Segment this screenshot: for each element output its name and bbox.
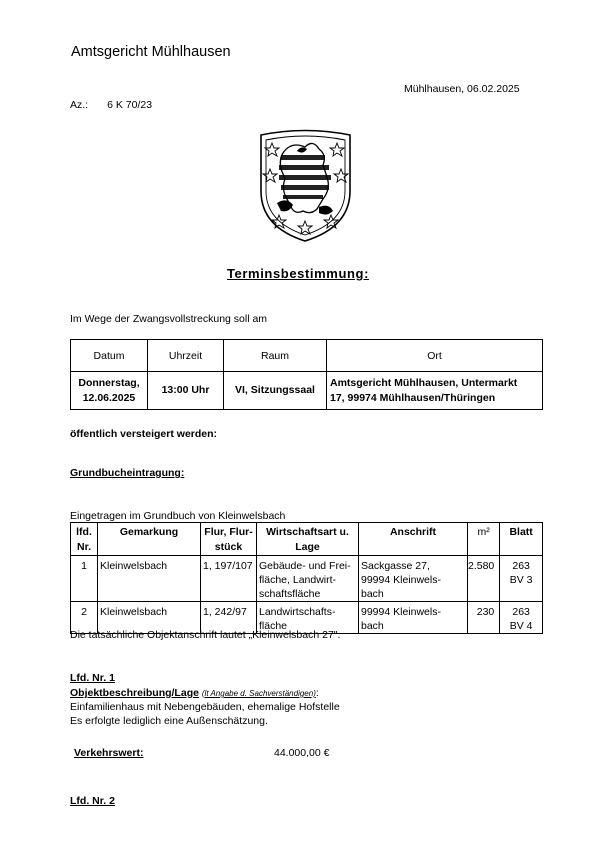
place-line-1: Amtsgericht Mühlhausen, Untermarkt <box>330 376 518 389</box>
col-header-gemarkung: Gemarkung <box>98 523 201 556</box>
auction-statement: öffentlich versteigert werden: <box>70 428 218 440</box>
parcel-table <box>70 522 543 634</box>
appointment-date <box>71 372 148 410</box>
obj-heading-colon: : <box>315 687 319 699</box>
table-row <box>71 556 543 602</box>
object-description-heading <box>70 687 319 699</box>
date-weekday: Donnerstag, <box>78 376 140 389</box>
col-header-m2: m² <box>468 523 500 556</box>
intro-text: Im Wege der Zwangsvollstreckung soll am <box>70 313 268 325</box>
parcel-wirtschaftsart: Gebäude- und Frei- fläche, Landwirt- schaftsfläche <box>257 556 359 602</box>
appointment-place <box>327 372 543 410</box>
parcel-nr: 2 <box>71 602 98 634</box>
col-header-raum: Raum <box>224 340 327 372</box>
place-line-2: 17, 99974 Mühlhausen/Thüringen <box>330 391 496 404</box>
parcel-nr: 1 <box>71 556 98 602</box>
court-name: Amtsgericht Mühlhausen <box>71 44 231 60</box>
col-header-lfd: lfd. Nr. <box>71 523 98 556</box>
parcel-wirtschaftsart: Landwirtschafts- fläche <box>257 602 359 634</box>
parcel-blatt: 263 BV 3 <box>500 556 543 602</box>
col-header-anschrift: Anschrift <box>359 523 468 556</box>
grundbuch-heading: Grundbucheintragung: <box>70 467 185 479</box>
col-header-wirtschaftsart: Wirtschaftsart u. Lage <box>257 523 359 556</box>
object-description-line-2: Es erfolgte lediglich eine Außenschätzung. <box>70 715 268 727</box>
col-header-blatt: Blatt <box>500 523 543 556</box>
appointment-table <box>70 339 543 410</box>
page-title: Terminsbestimmung: <box>226 266 370 281</box>
market-value-amount: 44.000,00 € <box>274 747 330 759</box>
az-value: 6 K 70/23 <box>107 99 153 111</box>
col-header-ort: Ort <box>327 340 543 372</box>
parcel-area: 2.580 <box>468 556 500 602</box>
grundbuch-registered-text: Eingetragen im Grundbuch von Kleinwelsbach <box>70 510 286 522</box>
parcel-area: 230 <box>468 602 500 634</box>
appointment-room: VI, Sitzungssaal <box>224 372 327 410</box>
parcel-anschrift: 99994 Kleinwels- bach <box>359 602 468 634</box>
parcel-flur: 1, 197/107 <box>201 556 257 602</box>
lfd-nr-2-heading: Lfd. Nr. 2 <box>70 795 115 807</box>
place-date: Mühlhausen, 06.02.2025 <box>404 83 520 95</box>
obj-heading-note: (lt Angabe d. Sachverständigen) <box>201 689 316 698</box>
col-header-flur: Flur, Flur- stück <box>201 523 257 556</box>
market-value-label: Verkehrswert: <box>74 747 144 759</box>
col-header-datum: Datum <box>71 340 148 372</box>
appointment-header-row <box>71 340 543 372</box>
col-header-uhrzeit: Uhrzeit <box>148 340 224 372</box>
appointment-row <box>71 372 543 410</box>
parcel-header-row <box>71 523 543 556</box>
parcel-gemarkung: Kleinwelsbach <box>98 556 201 602</box>
lfd-nr-1-heading: Lfd. Nr. 1 <box>70 672 115 684</box>
parcel-gemarkung: Kleinwelsbach <box>98 602 201 634</box>
appointment-time: 13:00 Uhr <box>148 372 224 410</box>
thuringia-coat-of-arms <box>257 129 354 243</box>
object-description-line-1: Einfamilienhaus mit Nebengebäuden, ehemalige Hofstelle <box>70 701 340 713</box>
parcel-blatt: 263 BV 4 <box>500 602 543 634</box>
file-number <box>70 99 152 111</box>
parcel-flur: 1, 242/97 <box>201 602 257 634</box>
parcel-anschrift: Sackgasse 27, 99994 Kleinwels- bach <box>359 556 468 602</box>
actual-address-note: Die tatsächliche Objektanschrift lautet „Kleinwelsbach 27". <box>70 629 341 641</box>
obj-heading-label: Objektbeschreibung/Lage <box>70 687 199 699</box>
az-label: Az.: <box>70 99 89 111</box>
date-value: 12.06.2025 <box>82 391 136 404</box>
